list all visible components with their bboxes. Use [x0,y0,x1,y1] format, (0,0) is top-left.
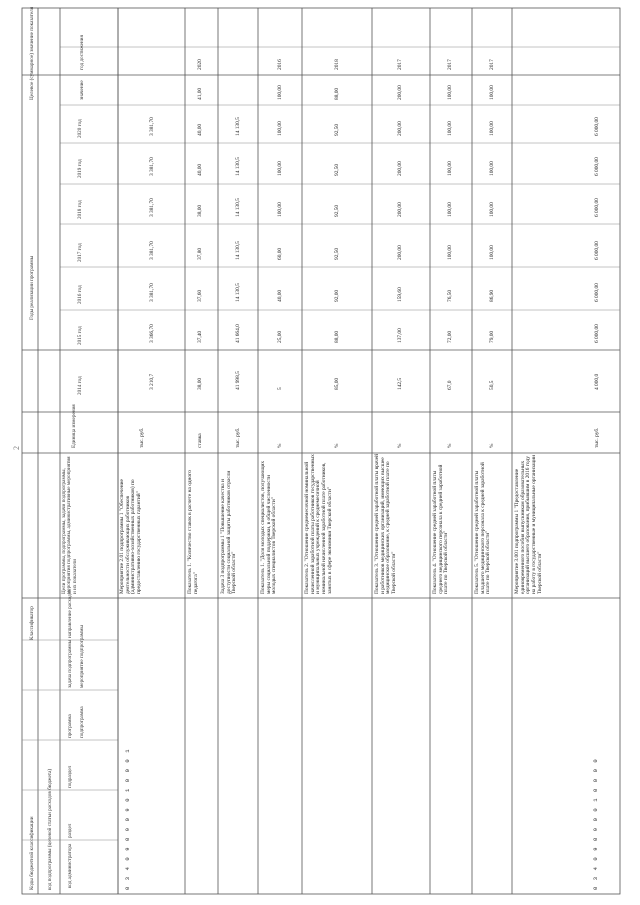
row-v2017: 6 000,00 [594,241,600,260]
header-name-column: Цели программы, подпрограммы, задачи подпрограммы, мероприятия подпрограммы, административные мероприятия и их показатели [61,456,78,594]
row-v2016: 37,60 [197,289,203,302]
row-name: Мероприятие 2.01 подпрограммы 1 "Обеспечение деятельности обслуживающих работников (административно-хозяйственных работников) по предоставлению государственных гарантий" [119,479,143,594]
row-v2016: 3 381,70 [149,283,155,302]
row-v2019: 40,00 [197,163,203,176]
row-codes: 0 3 4 0 9 0 9 0 0 1 0 0 0 0 [592,757,599,890]
row-v2018: 200,00 [397,202,403,217]
row-name: Показатель 3. "Отношение средней заработной платы врачей и работников медицинских организаций, имеющих высшее медицинское образование, к средней заработной плате по Тверской области" [374,454,398,594]
header-subsection: подраздел [67,765,73,788]
row-v2015: 137,00 [397,328,403,343]
row-v2017: 3 381,70 [149,241,155,260]
row-target: 100,00 [277,85,283,100]
row-v2018: 100,00 [447,202,453,217]
row-unit: % [447,443,453,448]
header-program: программа [67,714,73,738]
row-unit: % [397,443,403,448]
year-2019: 2019 год [77,159,83,178]
row-v2015: 3 366,70 [149,324,155,343]
row-v2017: 14 130,5 [235,241,241,260]
row-v2019: 100,00 [489,161,495,176]
row-v2018: 100,00 [277,202,283,217]
row-v2017: 100,00 [447,245,453,260]
row-target: 100,00 [447,85,453,100]
row-name: Показатель 2. "Отношение среднемесячной номинальной начисленной заработной платы работников государственных и муниципальных учреждений к среднемесячной номинальной начисленной заработной плате работников, занятых в сфере экономики Тверской области" [304,454,333,594]
row-v2014: 85,00 [334,377,340,390]
row-unit: % [489,443,495,448]
header-target-value: значение [79,80,85,100]
year-2015: 2015 год [77,326,83,345]
row-v2014: 50,5 [489,380,495,390]
row-v2018: 92,50 [334,204,340,217]
row-v2017: 92,50 [334,247,340,260]
row-name: Задача 3 подпрограммы 1 "Повышение качества и доступности социальной защиты работников отрасли Тверской области" [220,470,238,594]
row-v2014: 67,0 [447,380,453,390]
row-v2014: 3 210,7 [149,373,155,390]
row-target: 100,00 [489,85,495,100]
year-2018: 2018 год [77,200,83,219]
row-v2015: 79,00 [489,330,495,343]
row-v2019: 100,00 [447,161,453,176]
row-v2020: 200,00 [397,121,403,136]
row-target: 200,00 [397,85,403,100]
row-target-year: 2017 [397,59,403,70]
row-codes: 0 3 4 0 9 0 9 0 9 0 1 0 0 0 1 [124,747,131,890]
row-unit: тыс. руб. [235,427,241,448]
row-v2019: 100,00 [277,161,283,176]
row-v2017: 60,00 [277,247,283,260]
year-2020: 2020 год [77,119,83,138]
header-target-group: Целевое (суммарное) значение показателя [29,6,35,100]
row-v2014: 142,5 [397,377,403,390]
row-v2016: 159,60 [397,287,403,302]
row-v2018: 38,00 [197,204,203,217]
row-v2014: 38,00 [197,377,203,390]
header-classifier: Классификатор [29,606,35,640]
row-name: Мероприятие 3.001 подпрограммы 1 "Предоставление единовременного пособия выпускникам образовательных организаций высшего образования, прибывшим в 2016 году на работу в государственные и муниципальные организации Тверской области" [514,454,543,594]
header-years-group: Годы реализации программы [29,255,35,320]
row-target-year: 2017 [447,59,453,70]
header-admin: код администратора [67,843,73,888]
row-name: Показатель 1. "Доля молодых специалистов, получающих меры социальной поддержки, в общей численности молодых специалистов Тверской области" [260,460,278,594]
row-v2019: 92,50 [334,163,340,176]
row-v2020: 14 130,5 [235,117,241,136]
row-v2018: 3 381,70 [149,198,155,217]
row-v2017: 200,00 [397,245,403,260]
header-target-year: год достижения [79,35,85,70]
row-v2018: 100,00 [489,202,495,217]
row-v2016: 86,90 [489,289,495,302]
row-target-year: 2018 [334,59,340,70]
row-v2019: 200,00 [397,161,403,176]
row-unit: тыс. руб. [139,427,145,448]
year-2017: 2017 год [77,243,83,262]
row-v2020: 100,00 [277,121,283,136]
row-v2020: 3 381,70 [149,117,155,136]
row-target: 41,00 [197,87,203,100]
year-2014: 2014 год [77,376,83,395]
row-name: Показатель 5. "Отношение средней заработной платы младшего медицинского персонала к средней заработной плате по Тверской области" [474,462,492,594]
header-activity: направление расходов [67,589,73,638]
header-event: мероприятие подпрограммы [79,625,85,688]
row-v2019: 14 130,5 [235,157,241,176]
row-v2015: 37,40 [197,330,203,343]
header-code-budget: Коды бюджетной классификации [29,816,35,890]
header-section: раздел [67,823,73,838]
row-unit: ставка [197,433,203,448]
row-name: Показатель 4. "Отношение средней заработной платы среднего медицинского персонала к средней заработной плате по Тверской области" [432,464,450,594]
row-v2015: 6 000,00 [594,324,600,343]
row-v2016: 14 130,5 [235,283,241,302]
row-target-year: 2017 [489,59,495,70]
year-2016: 2016 год [77,285,83,304]
row-v2016: 76,50 [447,289,453,302]
row-name: Показатель 1. "Количество ставок в расчете на одного педагога" [187,470,199,594]
row-v2016: 6 000,00 [594,283,600,302]
row-v2020: 100,00 [489,121,495,136]
row-v2017: 100,00 [489,245,495,260]
row-v2018: 6 000,00 [594,198,600,217]
header-unit-column: Единица измерения [71,404,77,448]
row-unit: % [277,443,283,448]
row-target: 88,00 [334,87,340,100]
header-code-sub: код подпрограммы (целевой статьи расходов бюджета) [47,768,53,890]
row-v2015: 88,00 [334,330,340,343]
row-v2020: 92,50 [334,123,340,136]
header-task: задача подпрограммы [67,639,73,688]
row-v2014: 5 [277,387,283,390]
row-unit: тыс. руб. [594,427,600,448]
row-v2018: 14 130,5 [235,198,241,217]
page-number: 2 [12,446,21,450]
row-v2017: 37,80 [197,247,203,260]
row-target-year: 2016 [277,59,283,70]
row-v2015: 25,00 [277,330,283,343]
header-subprogram: подпрограмма [79,706,85,738]
row-v2014: 41 998,5 [235,371,241,390]
row-v2020: 6 000,00 [594,117,600,136]
row-target-year: 2020 [197,59,203,70]
row-v2016: 92,00 [334,289,340,302]
row-v2015: 72,00 [447,330,453,343]
row-v2016: 40,00 [277,289,283,302]
row-v2015: 41 664,0 [235,324,241,343]
row-v2020: 40,00 [197,123,203,136]
row-unit: % [334,443,340,448]
row-v2019: 3 381,70 [149,157,155,176]
row-v2019: 6 000,00 [594,157,600,176]
row-v2020: 100,00 [447,121,453,136]
row-v2014: 4 000,0 [594,373,600,390]
